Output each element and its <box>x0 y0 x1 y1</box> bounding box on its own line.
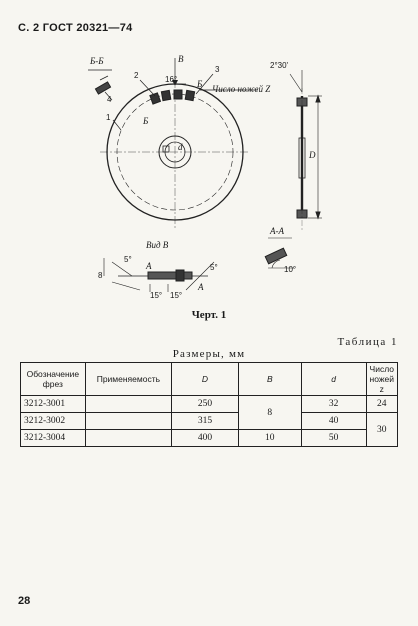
label-section-bb: Б-Б <box>90 56 104 66</box>
cell-designation: 3212-3001 <box>21 396 86 413</box>
technical-drawing <box>0 40 418 310</box>
angle-2-30: 2°30' <box>270 61 289 70</box>
cell-d: 50 <box>301 430 366 447</box>
label-b-left: Б <box>143 116 149 126</box>
cell-B-merged: 8 <box>238 396 301 430</box>
knife-group <box>150 90 195 104</box>
sizes-table <box>20 362 398 447</box>
label-section-aa: А-А <box>270 226 284 236</box>
label-b-right: Б <box>197 79 203 89</box>
cell-application <box>85 413 171 430</box>
callout-2: 2 <box>134 71 139 80</box>
cell-application <box>85 430 171 447</box>
label-a-left: А <box>146 261 152 271</box>
label-knives-count: Число ножей Z <box>212 84 271 94</box>
callout-1: 1 <box>106 113 111 122</box>
leader-lines <box>113 58 258 130</box>
section-aa-detail <box>265 238 294 268</box>
header-B: B <box>238 363 301 396</box>
table-row <box>21 396 398 413</box>
table-label: Таблица 1 <box>337 336 398 348</box>
header-d: d <box>301 363 366 396</box>
cell-D: 315 <box>172 413 239 430</box>
cell-designation: 3212-3002 <box>21 413 86 430</box>
table-header-row <box>21 363 398 396</box>
angle-16: 16° <box>165 75 178 84</box>
cell-z-merged: 30 <box>366 413 397 447</box>
label-D: D <box>309 150 316 160</box>
cell-designation: 3212-3004 <box>21 430 86 447</box>
cell-B: 10 <box>238 430 301 447</box>
cell-D: 400 <box>172 430 239 447</box>
cell-d: 40 <box>301 413 366 430</box>
label-d-small: d <box>178 142 183 152</box>
header-application: Применяемость <box>85 363 171 396</box>
cutter-side-view <box>290 70 322 230</box>
angle-15-right: 15° <box>170 291 183 300</box>
page-number: 28 <box>18 595 31 607</box>
angle-15-left: 15° <box>150 291 163 300</box>
cell-application <box>85 396 171 413</box>
table-title: Размеры, мм <box>172 348 246 360</box>
label-arrow-v: В <box>178 54 184 64</box>
callout-4: 4 <box>107 95 112 104</box>
cell-D: 250 <box>172 396 239 413</box>
figure-caption: Черт. 1 <box>191 309 227 321</box>
angle-5-right: 5° <box>210 263 218 272</box>
header-z: Число ножей z <box>366 363 397 396</box>
callout-3: 3 <box>215 65 220 74</box>
angle-10: 10° <box>284 265 297 274</box>
table-row <box>21 430 398 447</box>
angle-5-left: 5° <box>124 255 132 264</box>
dim-8: 8 <box>98 271 103 280</box>
page-header: С. 2 ГОСТ 20321—74 <box>18 22 133 34</box>
label-view-v: Вид В <box>146 240 169 250</box>
cell-d: 32 <box>301 396 366 413</box>
header-designation: Обозначение фрез <box>21 363 86 396</box>
table-row <box>21 413 398 430</box>
label-a-right: А <box>198 282 204 292</box>
cell-z: 24 <box>366 396 397 413</box>
header-D: D <box>172 363 239 396</box>
